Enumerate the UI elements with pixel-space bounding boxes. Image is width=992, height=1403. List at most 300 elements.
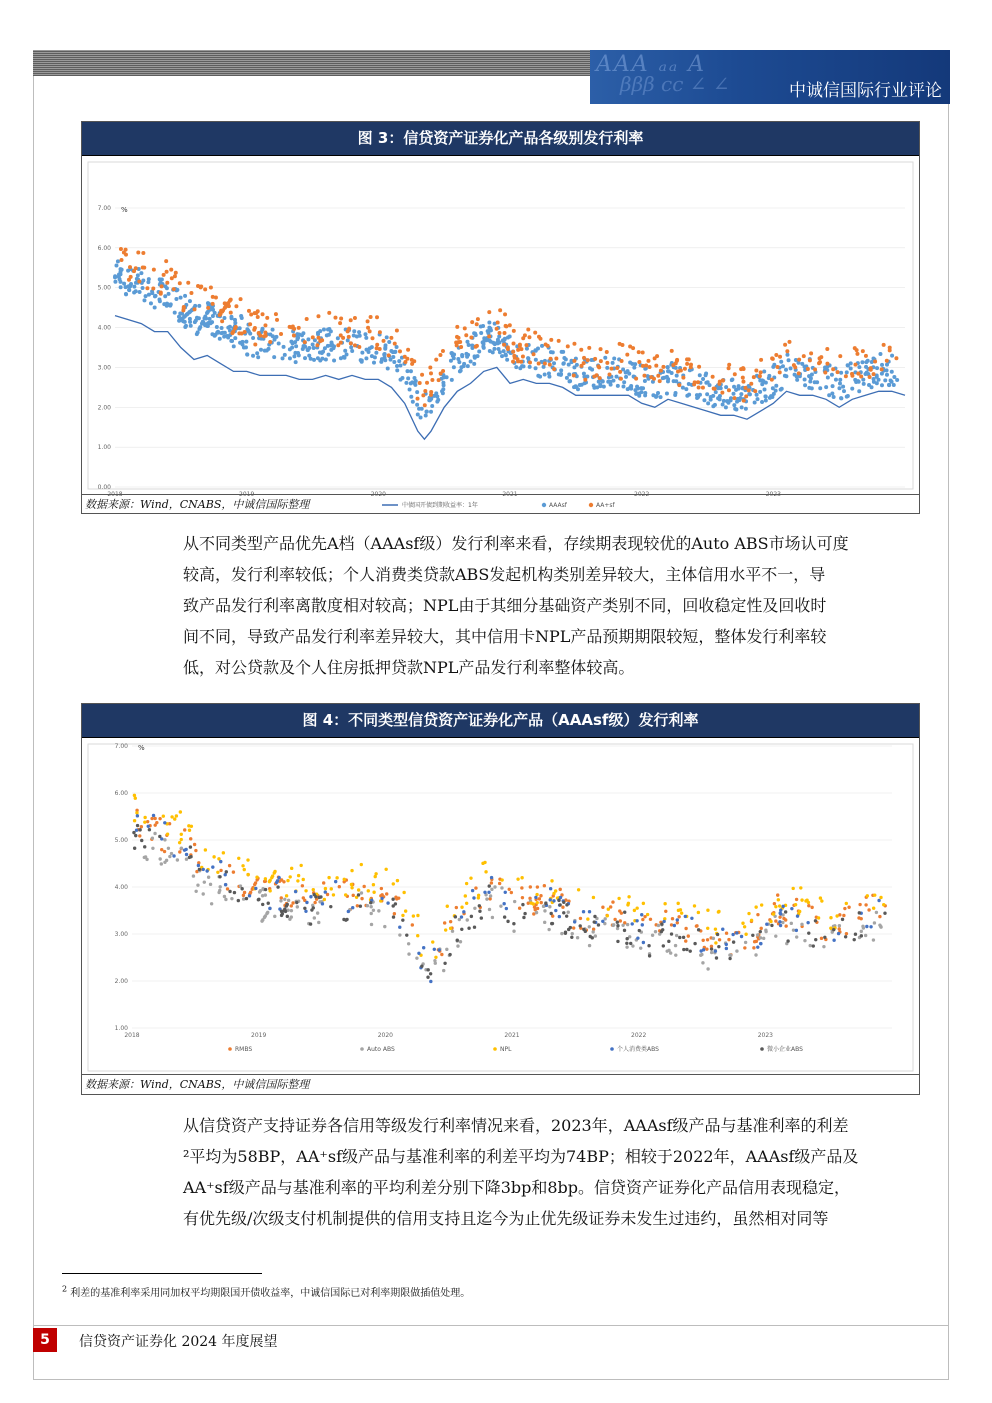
aa-plus-point	[378, 330, 382, 334]
series-point	[296, 905, 299, 908]
aaa-point	[867, 383, 871, 387]
aaa-point	[838, 378, 842, 382]
aa-plus-point	[495, 327, 499, 331]
series-point	[138, 834, 141, 837]
aa-plus-point	[162, 273, 166, 277]
aaa-point	[862, 382, 866, 386]
aa-plus-point	[211, 295, 215, 299]
aaa-point	[153, 294, 157, 298]
series-point	[504, 891, 507, 894]
aaa-point	[415, 403, 419, 407]
aaa-point	[290, 346, 294, 350]
series-point	[684, 939, 687, 942]
series-point	[283, 898, 286, 901]
series-point	[393, 912, 396, 915]
series-point	[676, 902, 679, 905]
series-point	[616, 940, 619, 943]
series-point	[743, 925, 746, 928]
series-point	[485, 897, 488, 900]
aa-plus-point	[566, 344, 570, 348]
aa-plus-point	[720, 391, 724, 395]
y-tick-label: 7.00	[97, 205, 111, 212]
series-point	[290, 909, 293, 912]
aaa-point	[259, 348, 263, 352]
series-point	[420, 965, 423, 968]
series-point	[814, 938, 817, 941]
series-point	[547, 928, 550, 931]
series-point	[594, 934, 597, 937]
series-point	[534, 896, 537, 899]
aaa-point	[470, 343, 474, 347]
aaa-point	[779, 388, 783, 392]
aa-plus-point	[502, 331, 506, 335]
aa-plus-point	[193, 307, 197, 311]
series-point	[211, 865, 214, 868]
series-point	[706, 967, 709, 970]
series-point	[677, 909, 680, 912]
aaa-point	[543, 373, 547, 377]
aa-plus-point	[693, 380, 697, 384]
aa-plus-point	[770, 378, 774, 382]
series-point	[549, 898, 552, 901]
aaa-point	[296, 351, 300, 355]
aa-plus-point	[336, 343, 340, 347]
aa-plus-point	[809, 351, 813, 355]
aaa-point	[363, 332, 367, 336]
series-point	[639, 946, 642, 949]
aa-plus-point	[506, 345, 510, 349]
series-point	[773, 902, 776, 905]
aaa-point	[457, 360, 461, 364]
series-point	[490, 881, 493, 884]
aa-plus-point	[339, 317, 343, 321]
aa-plus-point	[583, 378, 587, 382]
aa-plus-point	[249, 313, 253, 317]
aaa-point	[616, 384, 620, 388]
aaa-point	[245, 353, 249, 357]
series-point	[543, 884, 546, 887]
series-point	[294, 890, 297, 893]
aa-plus-point	[681, 376, 685, 380]
series-point	[197, 864, 200, 867]
paragraph-1	[183, 528, 916, 683]
x-tick-label: 2019	[239, 491, 255, 498]
aa-plus-point	[511, 350, 515, 354]
series-point	[240, 887, 243, 890]
aa-plus-point	[743, 386, 747, 390]
aa-plus-point	[512, 354, 516, 358]
aa-plus-point	[119, 247, 123, 251]
aaa-point	[204, 316, 208, 320]
aaa-point	[206, 301, 210, 305]
series-point	[784, 918, 787, 921]
series-point	[317, 921, 320, 924]
aa-plus-point	[410, 362, 414, 366]
series-point	[759, 942, 762, 945]
aa-plus-point	[519, 347, 523, 351]
x-tick-label: 2022	[631, 1032, 647, 1039]
aa-plus-point	[178, 281, 182, 285]
aaa-point	[153, 306, 157, 310]
aaa-point	[500, 354, 504, 358]
series-point	[543, 909, 546, 912]
aa-plus-point	[742, 399, 746, 403]
aaa-point	[301, 347, 305, 351]
aaa-point	[864, 365, 868, 369]
series-point	[228, 890, 231, 893]
series-point	[791, 887, 794, 890]
series-point	[477, 894, 480, 897]
aaa-point	[810, 373, 814, 377]
series-point	[143, 845, 146, 848]
legend-swatch	[760, 1047, 764, 1051]
series-point	[383, 925, 386, 928]
aaa-point	[706, 401, 710, 405]
aa-plus-point	[369, 315, 373, 319]
aa-plus-point	[838, 354, 842, 358]
aaa-point	[360, 351, 364, 355]
series-point	[226, 887, 229, 890]
series-point	[163, 838, 166, 841]
aaa-point	[878, 352, 882, 356]
aaa-point	[116, 259, 120, 263]
series-point	[330, 887, 333, 890]
aa-plus-point	[549, 338, 553, 342]
aaa-point	[643, 379, 647, 383]
aaa-point	[892, 375, 896, 379]
series-point	[807, 931, 810, 934]
aa-plus-point	[253, 342, 257, 346]
series-point	[151, 836, 154, 839]
aaa-point	[429, 410, 433, 414]
aaa-point	[306, 348, 310, 352]
series-point	[372, 909, 375, 912]
series-point	[782, 905, 785, 908]
series-point	[646, 913, 649, 916]
aaa-point	[409, 395, 413, 399]
aaa-point	[479, 331, 483, 335]
series-point	[266, 911, 269, 914]
series-point	[465, 902, 468, 905]
aaa-point	[283, 353, 287, 357]
aaa-point	[294, 360, 298, 364]
series-point	[360, 863, 363, 866]
series-point	[464, 894, 467, 897]
series-point	[344, 893, 347, 896]
series-point	[357, 893, 360, 896]
series-point	[280, 896, 283, 899]
aa-plus-point	[375, 346, 379, 350]
series-point	[810, 906, 813, 909]
aaa-point	[538, 375, 542, 379]
series-point	[273, 870, 276, 873]
series-point	[718, 938, 721, 941]
aaa-point	[268, 333, 272, 337]
series-point	[470, 915, 473, 918]
series-point	[144, 855, 147, 858]
aaa-point	[565, 376, 569, 380]
series-point	[327, 876, 330, 879]
series-point	[778, 904, 781, 907]
aaa-point	[659, 395, 663, 399]
aaa-point	[410, 380, 414, 384]
aa-plus-point	[487, 310, 491, 314]
series-point	[627, 902, 630, 905]
series-point	[488, 908, 491, 911]
aaa-point	[864, 360, 868, 364]
aaa-point	[562, 356, 566, 360]
aaa-point	[661, 376, 665, 380]
aaa-point	[603, 356, 607, 360]
aaa-point	[818, 386, 822, 390]
series-point	[611, 924, 614, 927]
aaa-point	[716, 396, 720, 400]
series-point	[878, 915, 881, 918]
series-point	[473, 907, 476, 910]
aa-plus-point	[634, 377, 638, 381]
aa-plus-point	[234, 325, 238, 329]
aaa-point	[857, 389, 861, 393]
aa-plus-point	[741, 376, 745, 380]
series-point	[710, 951, 713, 954]
aa-plus-point	[572, 342, 576, 346]
series-point	[280, 910, 283, 913]
aaa-point	[774, 384, 778, 388]
aaa-point	[696, 395, 700, 399]
paragraph-line: 间不同，导致产品发行利率差异较大，其中信用卡NPL产品预期期限较短，整体发行利率较	[183, 627, 827, 646]
aa-plus-point	[406, 348, 410, 352]
x-tick-label: 2020	[377, 1032, 393, 1039]
aaa-point	[332, 346, 336, 350]
aaa-point	[139, 271, 143, 275]
series-point	[248, 894, 251, 897]
aa-plus-point	[548, 363, 552, 367]
aa-plus-point	[398, 349, 402, 353]
figure-4	[81, 703, 920, 1095]
y-tick-label: 5.00	[97, 284, 111, 292]
series-point	[872, 907, 875, 910]
series-point	[721, 928, 724, 931]
series-point	[237, 899, 240, 902]
series-point	[542, 905, 545, 908]
aaa-point	[711, 404, 715, 408]
series-point	[837, 932, 840, 935]
series-point	[823, 936, 826, 939]
series-point	[663, 902, 666, 905]
aa-plus-point	[120, 258, 124, 262]
aa-plus-point	[813, 367, 817, 371]
aaa-point	[169, 302, 173, 306]
aaa-point	[395, 345, 399, 349]
aaa-point	[895, 378, 899, 382]
aaa-point	[452, 365, 456, 369]
aaa-point	[350, 349, 354, 353]
footer-title: 信贷资产证券化 2024 年度展望	[79, 1334, 278, 1350]
aaa-point	[158, 299, 162, 303]
series-point	[404, 909, 407, 912]
aa-plus-point	[429, 390, 433, 394]
series-point	[184, 848, 187, 851]
aaa-point	[473, 356, 477, 360]
series-point	[725, 932, 728, 935]
aaa-point	[196, 330, 200, 334]
aaa-point	[197, 304, 201, 308]
aaa-point	[312, 358, 316, 362]
banner-decoration-2: βββ cc ∠ ∠	[620, 72, 730, 96]
aaa-point	[561, 362, 565, 366]
aa-plus-point	[141, 266, 145, 270]
series-point	[313, 901, 316, 904]
aa-plus-point	[512, 329, 516, 333]
aa-plus-point	[868, 375, 872, 379]
aaa-point	[492, 347, 496, 351]
aaa-point	[670, 371, 674, 375]
series-point	[175, 814, 178, 817]
aa-plus-point	[429, 371, 433, 375]
aaa-point	[605, 366, 609, 370]
aa-plus-point	[572, 373, 576, 377]
series-point	[167, 847, 170, 850]
series-point	[202, 892, 205, 895]
aa-plus-point	[262, 334, 266, 338]
aaa-point	[729, 396, 733, 400]
series-point	[189, 855, 192, 858]
series-point	[522, 916, 525, 919]
series-point	[309, 922, 312, 925]
series-point	[372, 883, 375, 886]
aaa-point	[736, 397, 740, 401]
series-point	[684, 915, 687, 918]
aa-plus-point	[247, 309, 251, 313]
series-point	[588, 910, 591, 913]
aaa-point	[119, 285, 123, 289]
x-tick-label: 2018	[107, 491, 123, 498]
series-point	[438, 948, 441, 951]
series-point	[684, 927, 687, 930]
aaa-point	[590, 358, 594, 362]
aaa-point	[889, 378, 893, 382]
aa-plus-point	[318, 339, 322, 343]
series-point	[712, 937, 715, 940]
aa-plus-point	[549, 357, 553, 361]
series-point	[657, 924, 660, 927]
series-point	[670, 932, 673, 935]
aaa-point	[834, 378, 838, 382]
series-point	[302, 896, 305, 899]
series-point	[207, 876, 210, 879]
series-point	[242, 897, 245, 900]
aaa-point	[240, 316, 244, 320]
x-tick-label: 2018	[124, 1032, 140, 1039]
series-point	[727, 938, 730, 941]
aa-plus-point	[160, 284, 164, 288]
series-point	[625, 942, 628, 945]
series-point	[769, 920, 772, 923]
aaa-point	[675, 374, 679, 378]
series-point	[784, 910, 787, 913]
series-point	[299, 864, 302, 867]
aa-plus-point	[744, 394, 748, 398]
series-point	[380, 893, 383, 896]
aaa-point	[892, 383, 896, 387]
aaa-point	[473, 332, 477, 336]
aaa-point	[641, 386, 645, 390]
series-point	[356, 904, 359, 907]
aaa-point	[734, 388, 738, 392]
aa-plus-point	[455, 325, 459, 329]
series-point	[322, 881, 325, 884]
aaa-point	[622, 380, 626, 384]
series-point	[350, 886, 353, 889]
aaa-point	[755, 393, 759, 397]
aa-plus-point	[608, 372, 612, 376]
aaa-point	[327, 327, 331, 331]
aaa-point	[808, 379, 812, 383]
aaa-point	[294, 344, 298, 348]
aaa-point	[230, 339, 234, 343]
aa-plus-point	[787, 340, 791, 344]
aaa-point	[628, 360, 632, 364]
series-point	[194, 849, 197, 852]
aaa-point	[574, 384, 578, 388]
aaa-point	[621, 384, 625, 388]
aaa-point	[764, 395, 768, 399]
aaa-point	[336, 336, 340, 340]
aaa-point	[406, 376, 410, 380]
aaa-point	[233, 318, 237, 322]
series-point	[777, 898, 780, 901]
series-point	[529, 885, 532, 888]
series-point	[440, 953, 443, 956]
series-point	[732, 940, 735, 943]
aa-plus-point	[366, 319, 370, 323]
aa-plus-point	[864, 354, 868, 358]
series-point	[669, 951, 672, 954]
series-point	[807, 904, 810, 907]
aa-plus-point	[844, 374, 848, 378]
series-point	[675, 934, 678, 937]
aa-plus-point	[532, 352, 536, 356]
aaa-point	[508, 335, 512, 339]
series-point	[714, 949, 717, 952]
aa-plus-point	[697, 386, 701, 390]
series-point	[784, 924, 787, 927]
aa-plus-point	[463, 326, 467, 330]
aa-plus-point	[182, 306, 186, 310]
aa-plus-point	[338, 321, 342, 325]
aa-plus-point	[628, 345, 632, 349]
series-point	[318, 896, 321, 899]
series-point	[817, 916, 820, 919]
series-point	[744, 933, 747, 936]
aaa-point	[781, 364, 785, 368]
series-point	[795, 898, 798, 901]
aa-plus-point	[641, 351, 645, 355]
series-point	[304, 889, 307, 892]
series-point	[273, 915, 276, 918]
aaa-point	[449, 359, 453, 363]
aa-plus-point	[403, 360, 407, 364]
aaa-point	[827, 393, 831, 397]
aa-plus-point	[727, 363, 731, 367]
aa-plus-point	[727, 388, 731, 392]
series-point	[682, 948, 685, 951]
aaa-point	[271, 328, 275, 332]
series-point	[185, 858, 188, 861]
aa-plus-point	[593, 357, 597, 361]
series-point	[505, 907, 508, 910]
aa-plus-point	[366, 326, 370, 330]
